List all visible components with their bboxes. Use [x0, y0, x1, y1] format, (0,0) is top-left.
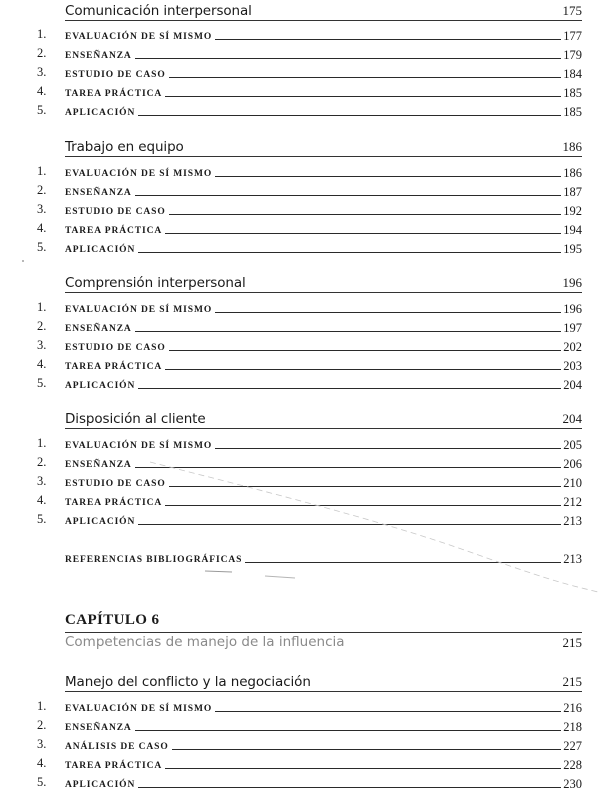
entry-page-number: 203 [563, 359, 582, 373]
section-title: Comprensión interpersonal [65, 275, 246, 291]
entry-number: 1. [37, 27, 47, 41]
entry-label: TAREA PRÁCTICA [65, 362, 163, 372]
toc-entry [0, 698, 600, 716]
entry-number: 4. [37, 357, 47, 371]
toc-entry [0, 492, 600, 510]
entry-number: 3. [37, 338, 47, 352]
entry-label: TAREA PRÁCTICA [65, 761, 163, 771]
leader-line [165, 505, 561, 506]
leader-line [215, 312, 561, 313]
leader-line [215, 448, 561, 449]
leader-line [169, 486, 562, 487]
leader-line [169, 77, 562, 78]
leader-line [215, 176, 561, 177]
toc-entry [0, 473, 600, 491]
toc-entry [0, 26, 600, 44]
leader-line [169, 214, 562, 215]
entry-number: 1. [37, 300, 47, 314]
entry-number: 2. [37, 319, 47, 333]
entry-page-number: 186 [563, 166, 582, 180]
section-title: Disposición al cliente [65, 411, 206, 427]
entry-page-number: 227 [563, 739, 582, 753]
leader-line [138, 524, 561, 525]
references-entry [0, 549, 600, 567]
toc-entry [0, 717, 600, 735]
toc-entry [0, 511, 600, 529]
entry-page-number: 184 [563, 67, 582, 81]
entry-label: ENSEÑANZA [65, 723, 132, 733]
entry-label: TAREA PRÁCTICA [65, 89, 163, 99]
toc-entry [0, 163, 600, 181]
entry-label: ESTUDIO DE CASO [65, 479, 166, 489]
entry-label: EVALUACIÓN DE SÍ MISMO [65, 32, 213, 42]
toc-entry [0, 299, 600, 317]
entry-page-number: 197 [563, 321, 582, 335]
entry-label: ANÁLISIS DE CASO [65, 742, 169, 752]
section-page-number: 186 [562, 139, 582, 154]
entry-label: EVALUACIÓN DE SÍ MISMO [65, 305, 213, 315]
leader-line [165, 768, 561, 769]
entry-page-number: 194 [563, 223, 582, 237]
toc-entry [0, 102, 600, 120]
entry-page-number: 228 [563, 758, 582, 772]
entry-number: 2. [37, 718, 47, 732]
section-page-number: 215 [562, 674, 582, 689]
chapter-title: Competencias de manejo de la influencia [65, 634, 345, 650]
section-heading [65, 2, 582, 21]
toc-entry [0, 736, 600, 754]
leader-line [215, 39, 561, 40]
entry-page-number: 213 [563, 514, 582, 528]
entry-page-number: 185 [563, 105, 582, 119]
leader-line [135, 331, 562, 332]
entry-label: APLICACIÓN [65, 780, 136, 790]
leader-line [135, 58, 562, 59]
toc-entry [0, 64, 600, 82]
entry-page-number: 230 [563, 777, 582, 791]
entry-page-number: 196 [563, 302, 582, 316]
entry-number: 2. [37, 455, 47, 469]
entry-page-number: 206 [563, 457, 582, 471]
entry-page-number: 195 [563, 242, 582, 256]
entry-number: 4. [37, 84, 47, 98]
entry-number: 5. [37, 775, 47, 789]
entry-number: 5. [37, 103, 47, 117]
entry-label: ENSEÑANZA [65, 460, 132, 470]
toc-entry [0, 337, 600, 355]
section-page-number: 196 [562, 275, 582, 290]
entry-label: ESTUDIO DE CASO [65, 70, 166, 80]
leader-line [135, 195, 562, 196]
entry-number: 2. [37, 183, 47, 197]
section-heading [65, 410, 582, 429]
entry-number: 4. [37, 493, 47, 507]
entry-number: 3. [37, 474, 47, 488]
leader-line [138, 787, 561, 788]
toc-entry [0, 201, 600, 219]
entry-number: 4. [37, 221, 47, 235]
entry-label: APLICACIÓN [65, 381, 136, 391]
entry-page-number: 179 [563, 48, 582, 62]
entry-label: APLICACIÓN [65, 245, 136, 255]
section-title: Trabajo en equipo [65, 139, 184, 155]
section-title: Manejo del conflicto y la negociación [65, 674, 311, 690]
entry-label: REFERENCIAS BIBLIOGRÁFICAS [65, 555, 243, 565]
entry-number: 1. [37, 699, 47, 713]
entry-page-number: 212 [563, 495, 582, 509]
entry-label: EVALUACIÓN DE SÍ MISMO [65, 704, 213, 714]
entry-label: EVALUACIÓN DE SÍ MISMO [65, 441, 213, 451]
leader-line [165, 96, 561, 97]
entry-page-number: 177 [563, 29, 582, 43]
section-page-number: 175 [562, 3, 582, 18]
leader-line [138, 115, 561, 116]
leader-line [138, 388, 561, 389]
entry-number: 4. [37, 756, 47, 770]
chapter-page-number: 215 [562, 635, 582, 650]
section-heading [65, 138, 582, 157]
section-title: Comunicación interpersonal [65, 3, 252, 19]
entry-label: ENSEÑANZA [65, 51, 132, 61]
entry-number: 5. [37, 376, 47, 390]
entry-page-number: 205 [563, 438, 582, 452]
entry-label: TAREA PRÁCTICA [65, 226, 163, 236]
leader-line [215, 711, 561, 712]
toc-entry [0, 755, 600, 773]
toc-entry [0, 318, 600, 336]
toc-entry [0, 239, 600, 257]
toc-entry [0, 182, 600, 200]
section-heading [65, 673, 582, 692]
leader-line [172, 749, 562, 750]
entry-label: ESTUDIO DE CASO [65, 343, 166, 353]
leader-line [138, 252, 561, 253]
entry-number: 1. [37, 436, 47, 450]
entry-page-number: 185 [563, 86, 582, 100]
entry-page-number: 216 [563, 701, 582, 715]
entry-number: 5. [37, 512, 47, 526]
entry-label: APLICACIÓN [65, 108, 136, 118]
toc-entry [0, 375, 600, 393]
leader-line [245, 562, 561, 563]
toc-entry [0, 454, 600, 472]
entry-label: EVALUACIÓN DE SÍ MISMO [65, 169, 213, 179]
entry-label: ENSEÑANZA [65, 324, 132, 334]
leader-line [135, 730, 562, 731]
section-heading [65, 274, 582, 293]
toc-entry [0, 83, 600, 101]
toc-entry [0, 774, 600, 792]
entry-page-number: 210 [563, 476, 582, 490]
entry-label: ENSEÑANZA [65, 188, 132, 198]
chapter-rule [65, 632, 582, 633]
entry-page-number: 218 [563, 720, 582, 734]
entry-number: 1. [37, 164, 47, 178]
leader-line [165, 233, 561, 234]
entry-number: 3. [37, 65, 47, 79]
entry-page-number: 213 [563, 552, 582, 566]
entry-label: TAREA PRÁCTICA [65, 498, 163, 508]
chapter-label: CAPÍTULO 6 [65, 612, 160, 628]
leader-line [135, 467, 562, 468]
entry-number: 5. [37, 240, 47, 254]
toc-entry [0, 45, 600, 63]
leader-line [169, 350, 562, 351]
entry-page-number: 192 [563, 204, 582, 218]
section-page-number: 204 [562, 411, 582, 426]
toc-entry [0, 356, 600, 374]
toc-entry [0, 435, 600, 453]
entry-number: 2. [37, 46, 47, 60]
entry-page-number: 187 [563, 185, 582, 199]
entry-number: 3. [37, 737, 47, 751]
entry-number: 3. [37, 202, 47, 216]
toc-entry [0, 220, 600, 238]
entry-page-number: 202 [563, 340, 582, 354]
entry-page-number: 204 [563, 378, 582, 392]
entry-label: APLICACIÓN [65, 517, 136, 527]
leader-line [165, 369, 561, 370]
entry-label: ESTUDIO DE CASO [65, 207, 166, 217]
